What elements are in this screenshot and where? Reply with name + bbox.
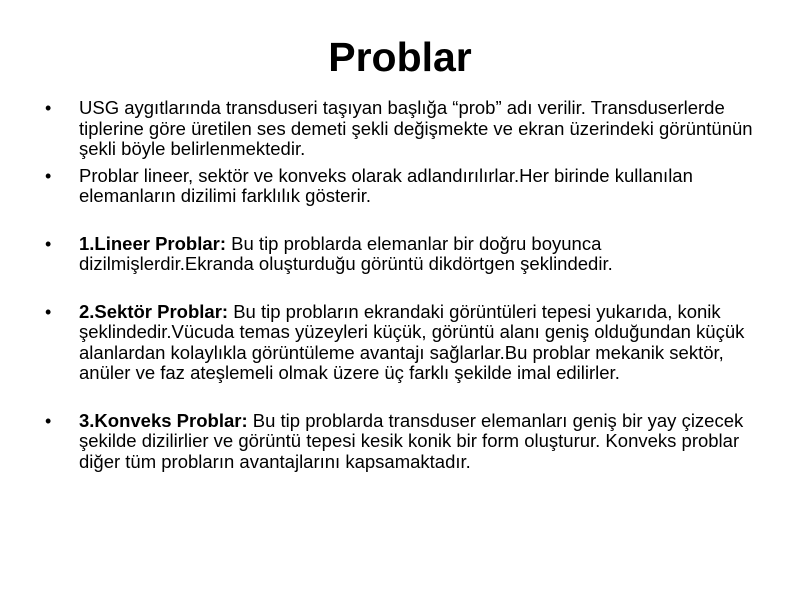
bullet-term: 2.Sektör Problar: (79, 300, 229, 322)
bullet-term: 3.Konveks Problar: (79, 409, 248, 431)
bullet-text: Bu tip problarda transduser elemanları geniş bir yay çizecek şekilde dizilirlier ve görüntü tepesi kesik konik bir form oluşturur. Konveks problar diğer tüm probların avantajlarını kapsamaktadır. (79, 409, 744, 472)
bullet-item-lineer (45, 234, 765, 275)
bullet-term: 1.Lineer Problar: (79, 232, 227, 254)
bullet-text: Bu tip probların ekrandaki görüntüleri tepesi yukarıda, konik şeklindedir.Vücuda temas yüzeyleri küçük, görüntü alanı geniş olduğundan küçük alanlardan kolaylıkla görüntüleme avantajı sağlarlar.Bu problar mekanik sektör, anüler ve faz ateşlemeli olmak üzere üç farklı şekilde imal edilirler. (79, 300, 745, 383)
bullet-dot-icon: • (45, 410, 52, 431)
bullet-item-konveks (45, 411, 765, 473)
bullet-dot-icon: • (45, 98, 52, 118)
bullet-dot-icon: • (45, 301, 52, 322)
bullet-item-1 (45, 98, 765, 160)
bullet-dot-icon: • (45, 165, 52, 186)
bullet-text: Bu tip problarda elemanlar bir doğru boyunca dizilmişlerdir.Ekranda oluşturduğu görüntü dikdörtgen şeklindedir. (79, 232, 613, 274)
bullet-list (45, 98, 765, 472)
bullet-item-2 (45, 166, 765, 207)
bullet-dot-icon: • (45, 233, 52, 254)
slide-title: Problar (328, 34, 472, 80)
bullet-text: Problar lineer, sektör ve konveks olarak adlandırılırlar.Her birinde kullanılan elemanların dizilimi farklılık gösterir. (79, 164, 693, 206)
bullet-item-sektor (45, 302, 765, 384)
bullet-text: USG aygıtlarında transduseri taşıyan başlığa “prob” adı verilir. Transduserlerde tiplerine göre üretilen ses demeti şekli değişmekte ve ekran üzerindeki görüntünün şekli böyle belirlenmektedir. (79, 97, 753, 159)
